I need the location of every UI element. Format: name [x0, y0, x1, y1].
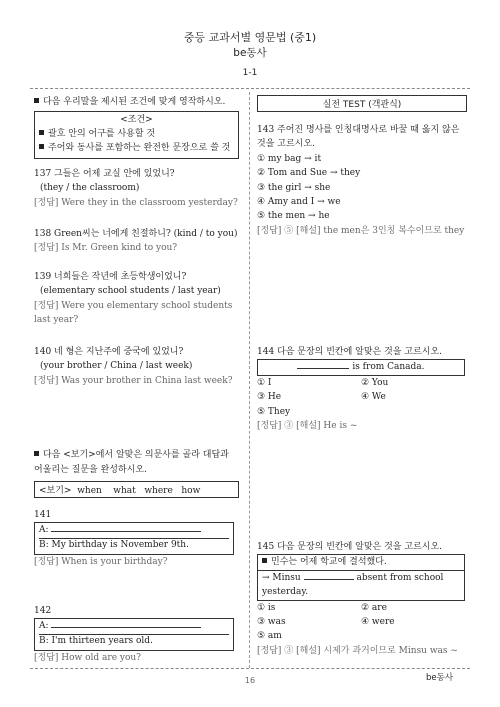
instruction-1: 다음 우리말을 제시된 조건에 맞게 영작하시오. — [34, 94, 239, 107]
footer-tag: be동사 — [426, 673, 454, 683]
dialog-line-b: B: My birthday is November 9th. — [39, 538, 229, 553]
option-4[interactable]: ④ were — [361, 616, 395, 627]
column-divider — [249, 92, 250, 668]
options-grid — [257, 601, 465, 644]
question-number: 142 — [34, 606, 52, 616]
question-145 — [257, 540, 465, 658]
question-text: 138 Green씨는 너에게 친절하니? (kind / to you) — [34, 229, 238, 239]
dialog-box — [34, 522, 234, 555]
answer-text: [정답] Were they in the classroom yesterday? — [34, 197, 238, 208]
dialog-line-b: B: I'm thirteen years old. — [39, 634, 229, 649]
question-text: 143 주어진 명사를 인칭대명사로 바꿀 때 옳지 않은 것을 고르시오. — [257, 125, 460, 150]
square-bullet-icon — [262, 558, 267, 563]
question-141 — [34, 508, 239, 570]
option-5[interactable]: ⑤ the men → he — [257, 211, 330, 222]
answer-text: [정답] ③ [해설] He is ~ — [257, 420, 358, 431]
section-number: 1-1 — [242, 68, 258, 78]
test-header: 실전 TEST (객관식) — [257, 95, 467, 112]
answer-text: [정답] Were you elementary school students last year? — [34, 300, 233, 326]
dialog-box — [34, 618, 234, 651]
sentence-box — [257, 554, 465, 600]
option-1[interactable]: ① my bag → it — [257, 153, 322, 164]
option-1[interactable]: ① is — [257, 602, 276, 613]
condition-2: 주어와 동사를 포함하는 완전한 문장으로 쓸 것 — [39, 142, 234, 156]
answer-text: [정답] ③ [해설] 시제가 과거이므로 Minsu was ~ — [257, 645, 458, 656]
answer-text: [정답] When is your birthday? — [34, 557, 168, 568]
question-143 — [257, 123, 465, 238]
option-5[interactable]: ⑤ They — [257, 406, 291, 417]
option-2[interactable]: ② Tom and Sue → they — [257, 168, 361, 179]
answer-text: [정답] Is Mr. Green kind to you? — [34, 243, 178, 254]
question-text: 140 네 형은 지난주에 중국에 있었니? — [34, 347, 184, 357]
square-bullet-icon — [34, 98, 39, 103]
question-number: 141 — [34, 510, 52, 520]
square-bullet-icon — [39, 130, 44, 135]
dialog-line-a: A: — [39, 620, 229, 634]
option-3[interactable]: ③ He — [257, 392, 282, 403]
answer-blank[interactable] — [297, 368, 349, 369]
condition-1: 괄호 안의 어구를 사용할 것 — [39, 128, 234, 142]
footer-divider — [30, 668, 470, 669]
question-text: 144 다음 문장의 빈칸에 알맞은 것을 고르시오. — [257, 347, 443, 357]
option-4[interactable]: ④ Amy and I → we — [257, 196, 341, 207]
question-144 — [257, 345, 465, 433]
answer-blank[interactable] — [304, 579, 354, 580]
dialog-line-a: A: — [39, 524, 229, 538]
square-bullet-icon — [34, 451, 39, 456]
page-title: 중등 교과서별 영문법 (중1) — [183, 31, 317, 44]
question-text: 137 그들은 어제 교실 안에 있었니? — [34, 169, 175, 179]
korean-note: 민수는 어제 학교에 결석했다. — [262, 555, 460, 569]
option-2[interactable]: ② You — [361, 377, 389, 388]
answer-text: [정답] How old are you? — [34, 653, 142, 664]
english-sentence: → Minsu absent from school yesterday. — [258, 570, 464, 600]
question-hint: (your brother / China / last week) — [40, 361, 193, 372]
condition-title: <조건> — [120, 115, 153, 125]
square-bullet-icon — [39, 144, 44, 149]
bogi-box: <보기> when what where how — [34, 481, 239, 498]
page-subtitle: be동사 — [233, 47, 267, 59]
answer-text: [정답] ⑤ [해설] the men은 3인칭 복수이므로 they — [257, 225, 465, 236]
options-grid — [257, 376, 465, 419]
question-137 — [34, 167, 239, 210]
question-text: 139 너희들은 작년에 초등학생이었니? — [34, 272, 187, 282]
option-3[interactable]: ③ the girl → she — [257, 182, 331, 193]
question-text: 145 다음 문장의 빈칸에 알맞은 것을 고르시오. — [257, 542, 443, 552]
option-4[interactable]: ④ We — [361, 392, 386, 403]
answer-blank[interactable] — [51, 627, 201, 628]
header-divider — [30, 88, 470, 89]
question-hint: (they / the classroom) — [40, 183, 140, 194]
answer-text: [정답] Was your brother in China last week? — [34, 375, 233, 386]
option-2[interactable]: ② are — [361, 602, 387, 613]
question-139 — [34, 270, 239, 328]
option-3[interactable]: ③ was — [257, 616, 286, 627]
question-140 — [34, 345, 239, 388]
page-number: 16 — [244, 676, 256, 685]
option-1[interactable]: ① I — [257, 377, 272, 388]
condition-box — [34, 111, 239, 159]
question-138 — [34, 227, 239, 256]
sentence-box: is from Canada. — [257, 359, 465, 375]
instruction-2: 다음 <보기>에서 알맞은 의문사를 골라 대답과 어울리는 질문을 완성하시오. — [34, 450, 229, 476]
question-142 — [34, 604, 239, 666]
answer-blank[interactable] — [51, 531, 201, 532]
question-hint: (elementary school students / last year) — [40, 286, 221, 297]
option-5[interactable]: ⑤ am — [257, 631, 282, 642]
